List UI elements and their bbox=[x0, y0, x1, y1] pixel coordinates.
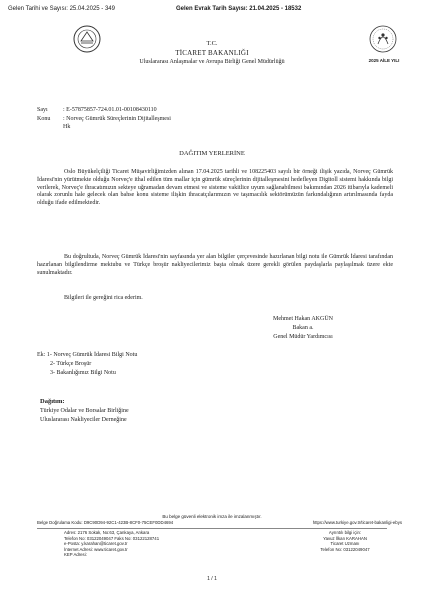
header-tc: T.C. bbox=[206, 40, 218, 47]
contact-block bbox=[64, 530, 159, 558]
signatory-title: Genel Müdür Yardımcısı bbox=[273, 334, 333, 340]
signatory-on-behalf: Bakan a. bbox=[292, 325, 314, 331]
document-number bbox=[37, 107, 157, 113]
e-signature-note: Bu belge güvenli elektronik imza ile imzalanmıştır. bbox=[162, 514, 262, 519]
contact-kep: KEP Adresi: bbox=[64, 552, 87, 558]
distribution-heading: DAĞITIM YERLERİNE bbox=[179, 150, 245, 157]
document-subject bbox=[37, 116, 171, 122]
attachment-item: Ek: 1- Norveç Gümrük İdaresi Bilgi Notu bbox=[37, 352, 138, 358]
contact-website[interactable]: İnternet Adresi: www.ticaret.gov.tr bbox=[64, 546, 128, 552]
document-subject-value: : Norveç Gümrük Süreçlerinin Dijitalleşmesi bbox=[63, 116, 171, 122]
document-subject-cont: Hk bbox=[63, 124, 71, 130]
distribution-list-item: Türkiye Odalar ve Borsalar Birliğine bbox=[40, 408, 129, 414]
header-directorate: Uluslararası Anlaşmalar ve Avrupa Birliği Genel Müdürlüğü bbox=[139, 59, 285, 65]
distribution-list-title: Dağıtım: bbox=[40, 398, 65, 405]
signatory-name: Mehmet Hakan AKGÜN bbox=[273, 316, 333, 322]
document-number-label: Sayı bbox=[37, 107, 48, 113]
info-contact-role: Ticaret Uzmanı bbox=[330, 541, 360, 547]
info-contact-phone: Telefon No: 03122049047 bbox=[320, 546, 370, 552]
attachment-item: 2- Türkçe Broşür bbox=[50, 361, 92, 367]
footer-divider bbox=[37, 528, 387, 529]
verification-code: Belge Doğrulama Kodu: D9C90D94-92C1-423B-8CF0-75CEF0DD4694 bbox=[37, 520, 174, 525]
contact-phone: Telefon No: 03122049047 Faks No: 03122128741 bbox=[64, 535, 160, 541]
distribution-list-item: Uluslararası Nakliyeciler Derneğine bbox=[40, 417, 127, 423]
header-ministry: TİCARET BAKANLIĞI bbox=[175, 49, 249, 57]
incoming-date-number: Gelen Tarihi ve Sayısı: 25.04.2025 - 349 bbox=[8, 6, 115, 12]
page-number: 1 / 1 bbox=[207, 576, 217, 582]
body-paragraph-2-text: Bu doğrultuda, Norveç Gümrük İdaresi'nin sayfasında yer alan bilgiler çerçevesinde hazırlanan bilgi notu ile Gümrük İdaresi tarafından hazırlanan bilgilendirme mektubu ve Türkçe broşür nakliyecilerimiz başta olmak üzere gerekli görülen paydaşlarla paylaşılmak üzere ekte sunulmaktadır. bbox=[37, 254, 393, 276]
body-paragraph-2 bbox=[37, 254, 393, 277]
document-number-value: : E-57875857-724.01.01-00108430110 bbox=[63, 107, 157, 113]
body-paragraph-1-text: Oslo Büyükelçiliği Ticaret Müşavirliğimizden alınan 17.04.2025 tarihli ve 108225403 sayılı bir örneği ilişik yazıda, Norveç Gümrük İdaresi'nin yürütmekte olduğu Norveç'e ithal edilen tüm mallar için gümrük süreçlerinin dijitalleşmesini hedefleyen Digitoll sistemi hakkında bilgi verilerek, Norveç'e ihracatımızın sekteye uğramadan devam etmesi ve sisteme vakitlice uyum sağlanabilmesi bakımından 2026 itibarıyla kademeli olarak zorunlu hale gelecek olan bahse konu sisteme ilişkin ihracatçılarımızın ve taşımacılık sektörümüzün farkındalığının artırılmasında fayda olduğu ifade edilmektedir. bbox=[37, 169, 393, 207]
body-paragraph-3 bbox=[37, 295, 393, 303]
info-contact-title: Ayrıntılı bilgi için: bbox=[328, 530, 362, 535]
verification-url[interactable]: https://www.turkiye.gov.tr/ticaret-bakanligi-ebys bbox=[312, 520, 402, 525]
info-contact-block bbox=[300, 530, 390, 552]
body-paragraph-3-text: Bilgileri ile gereğini rica ederim. bbox=[64, 295, 143, 301]
body-paragraph-1 bbox=[37, 169, 393, 208]
family-year-caption: 2025 AİLE YILI bbox=[368, 58, 400, 63]
contact-email[interactable]: e-Posta: y.karahan@ticaret.gov.tr bbox=[64, 541, 128, 547]
info-contact-name: Yavuz İlkan KARAHAN bbox=[323, 535, 367, 541]
document-subject-label: Konu bbox=[37, 116, 51, 122]
incoming-document-date-number: Gelen Evrak Tarih Sayısı: 21.04.2025 - 18532 bbox=[176, 6, 302, 12]
contact-address: Adres: 2176 Sokak, No:63, Çankaya, Ankara bbox=[64, 530, 150, 535]
attachment-item: 3- Bakanlığımız Bilgi Notu bbox=[50, 370, 116, 376]
